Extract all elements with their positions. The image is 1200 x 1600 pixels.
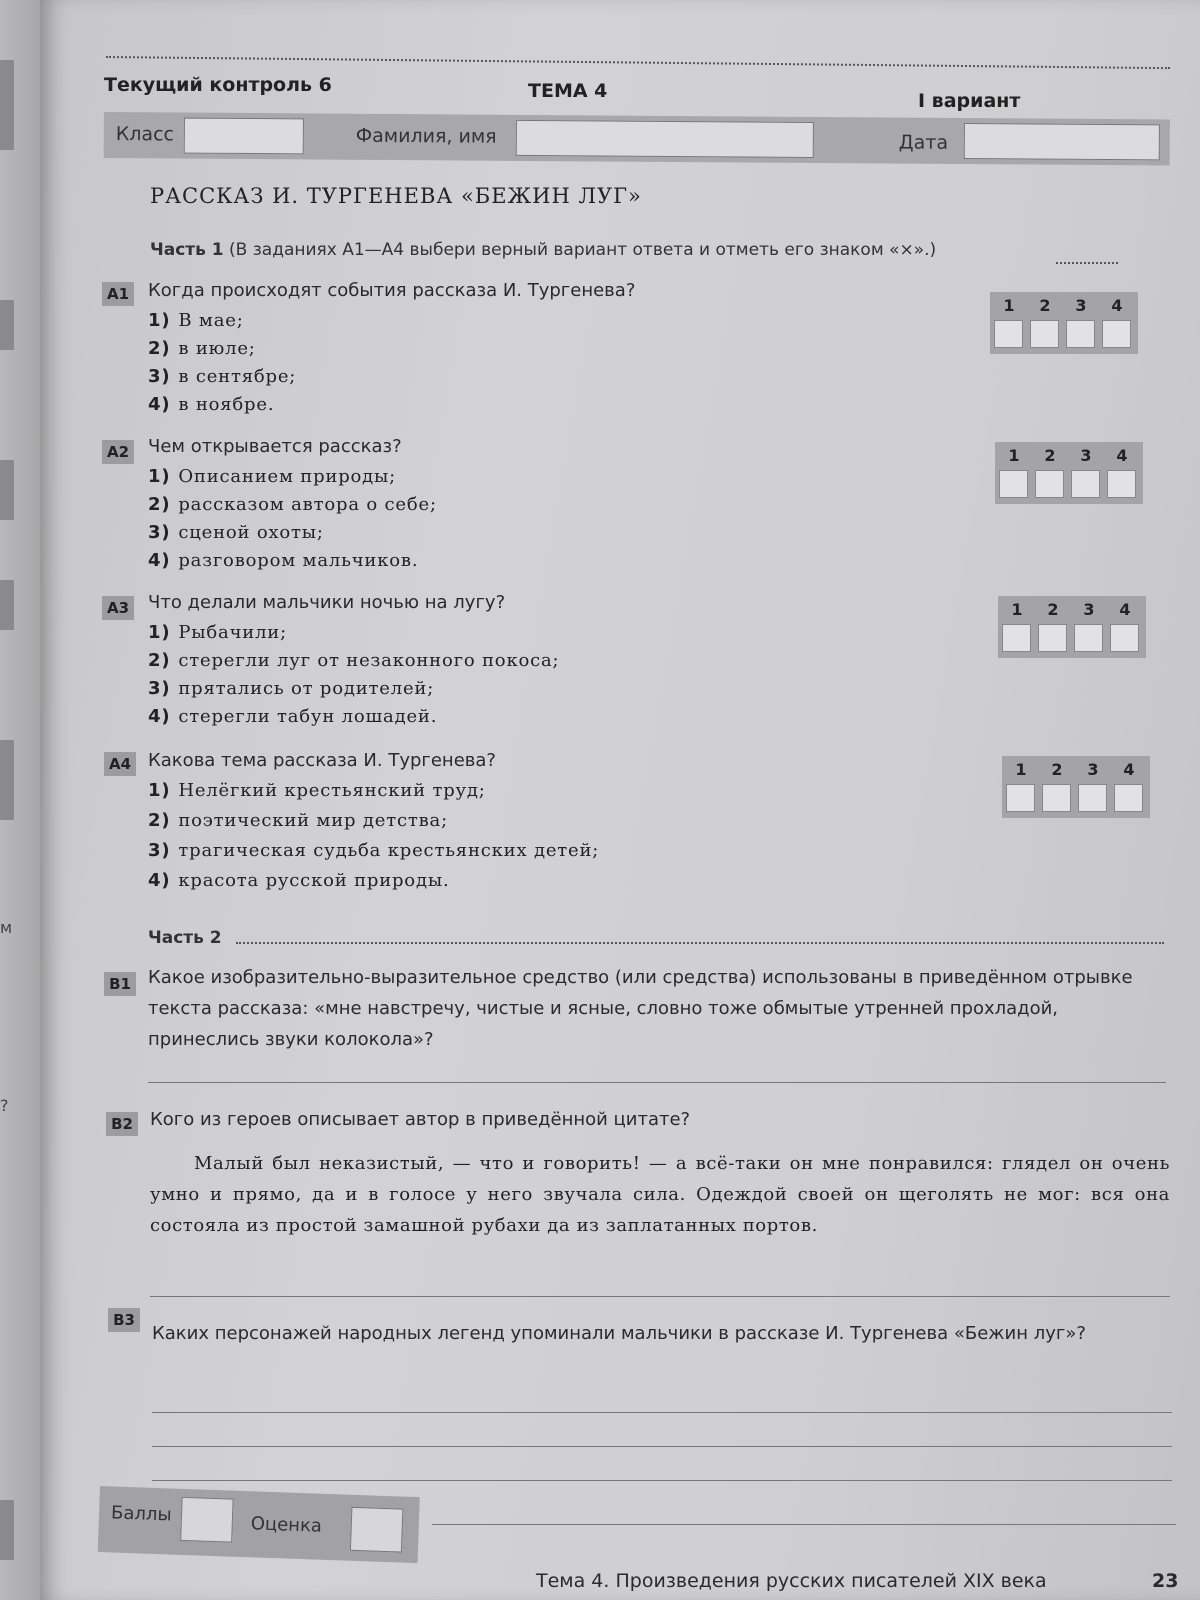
option-a3-1: 1) Рыбачили; [148,622,287,643]
question-tag-b1: В1 [104,972,136,996]
grid-number: 1 [1011,600,1023,619]
answer-cell[interactable] [1074,624,1103,652]
question-a3-text: Что делали мальчики ночью на лугу? [148,592,506,613]
question-tag-b3: В3 [108,1308,140,1332]
grade-label: Оценка [250,1513,323,1537]
question-tag-a4: А4 [104,752,136,776]
question-b2-text: Кого из героев описывает автор в приведённой цитате? [150,1109,691,1130]
name-field[interactable] [516,120,814,158]
option-a1-1: 1) В мае; [148,310,244,331]
answer-grid-a3 [998,596,1146,658]
grid-number: 2 [1051,760,1063,779]
answer-cell[interactable] [999,470,1028,498]
part1-heading [150,240,936,260]
answer-line-b1[interactable] [148,1082,1166,1083]
footer-rule [432,1524,1176,1525]
option-a4-4: 4) красота русской природы. [148,870,450,891]
answer-cell[interactable] [1078,784,1107,812]
option-a4-1: 1) Нелёгкий крестьянский труд; [148,780,486,801]
class-label: Класс [115,123,175,146]
answer-cell[interactable] [1114,784,1143,812]
option-a2-1: 1) Описанием природы; [148,466,397,487]
option-a4-2: 2) поэтический мир детства; [148,810,448,831]
answer-grid-a2 [995,442,1143,504]
score-label: Баллы [110,1502,173,1526]
answer-cell[interactable] [1071,470,1100,498]
score-field[interactable] [180,1497,234,1543]
answer-cell[interactable] [1035,470,1064,498]
question-tag-a3: А3 [102,596,134,620]
name-label: Фамилия, имя [355,124,497,148]
adjacent-page-text: ? [0,1096,9,1115]
dotted-rule [1056,262,1118,264]
grid-number: 4 [1116,446,1128,465]
grid-number: 3 [1087,760,1099,779]
grid-number: 1 [1003,296,1015,315]
option-a2-2: 2) рассказом автора о себе; [148,494,437,515]
page-tab-mark [0,580,14,630]
page-number: 23 [1152,1570,1179,1592]
question-a2-text: Чем открывается рассказ? [148,436,402,457]
option-a3-2: 2) стерегли луг от незаконного покоса; [148,650,560,671]
part2-heading: Часть 2 [148,928,222,948]
answer-line-b3-3[interactable] [152,1480,1172,1481]
answer-cell[interactable] [1107,470,1136,498]
part1-label: Часть 1 [150,240,224,260]
page-tab-mark [0,60,14,150]
student-info-bar [104,112,1170,165]
theme-title: ТЕМА 4 [528,80,608,102]
grid-number: 4 [1111,296,1123,315]
date-field[interactable] [964,123,1160,160]
grid-number: 2 [1047,600,1059,619]
section-title: Тема 4. Произведения русских писателей XIX века [536,1570,1047,1592]
answer-line-b3-1[interactable] [152,1412,1172,1413]
top-dotted-rule [106,56,1170,69]
part1-instruction: (В заданиях А1—А4 выбери верный вариант ответа и отметь его знаком «×».) [229,240,937,260]
answer-cell[interactable] [1002,624,1031,652]
option-a1-2: 2) в июле; [148,338,256,359]
question-tag-b2: В2 [106,1112,138,1136]
grid-number: 3 [1080,446,1092,465]
answer-cell[interactable] [1042,784,1071,812]
question-tag-a1: А1 [102,282,134,306]
option-a3-3: 3) прятались от родителей; [148,678,435,699]
answer-cell[interactable] [1110,624,1139,652]
grid-number: 2 [1044,446,1056,465]
page-tab-mark [0,740,14,820]
score-bar [98,1486,420,1563]
option-a1-4: 4) в ноябре. [148,394,275,415]
question-a4-text: Какова тема рассказа И. Тургенева? [148,750,496,771]
answer-grid-a4 [1002,756,1150,818]
grid-number: 2 [1039,296,1051,315]
option-a2-3: 3) сценой охоты; [148,522,324,543]
question-tag-a2: А2 [102,440,134,464]
adjacent-page-edge [0,0,40,1600]
option-a3-4: 4) стерегли табун лошадей. [148,706,438,727]
control-title: Текущий контроль 6 [104,74,332,96]
grid-number: 4 [1119,600,1131,619]
page-tab-mark [0,300,14,350]
answer-line-b3-2[interactable] [152,1446,1172,1447]
answer-cell[interactable] [994,320,1023,348]
class-field[interactable] [184,118,304,155]
answer-cell[interactable] [1066,320,1095,348]
answer-line-b2[interactable] [150,1296,1170,1297]
worksheet-page [40,0,1200,1600]
answer-cell[interactable] [1030,320,1059,348]
grid-number: 1 [1008,446,1020,465]
variant-title: I вариант [918,90,1021,112]
dotted-rule [236,942,1164,944]
question-b3-text: Каких персонажей народных легенд упоминали мальчики в рассказе И. Тургенева «Бежин луг»? [152,1323,1086,1344]
question-a1-text: Когда происходят события рассказа И. Тургенева? [148,280,636,301]
grid-number: 3 [1075,296,1087,315]
question-b2-quote: Малый был неказистый, — что и говорить! — а всё-таки он мне понравился: глядел он очень умно и прямо, да и в голосе у него звучала сила. Одеждой своей он щеголять не мог: вся она состояла из простой замашной рубахи да из заплатанных портов. [150,1153,1170,1236]
story-title: РАССКАЗ И. ТУРГЕНЕВА «БЕЖИН ЛУГ» [150,184,642,208]
page-tab-mark [0,460,14,520]
page-tab-mark [0,1500,14,1560]
grid-number: 4 [1123,760,1135,779]
date-label: Дата [898,131,949,154]
grid-number: 3 [1083,600,1095,619]
option-a2-4: 4) разговором мальчиков. [148,550,419,571]
grid-number: 1 [1015,760,1027,779]
grade-field[interactable] [350,1507,404,1553]
question-b1-text: Какое изобразительно-выразительное средство (или средства) использованы в приведённом отрывке текста рассказа: «мне навстречу, чистые и ясные, словно тоже обмытые утренней прохладой, принеслись звуки колокола»? [148,967,1133,1050]
option-a1-3: 3) в сентябре; [148,366,297,387]
answer-cell[interactable] [1038,624,1067,652]
adjacent-page-text: м [0,918,13,937]
option-a4-3: 3) трагическая судьба крестьянских детей; [148,840,600,861]
answer-cell[interactable] [1102,320,1131,348]
answer-grid-a1 [990,292,1138,354]
answer-cell[interactable] [1006,784,1035,812]
